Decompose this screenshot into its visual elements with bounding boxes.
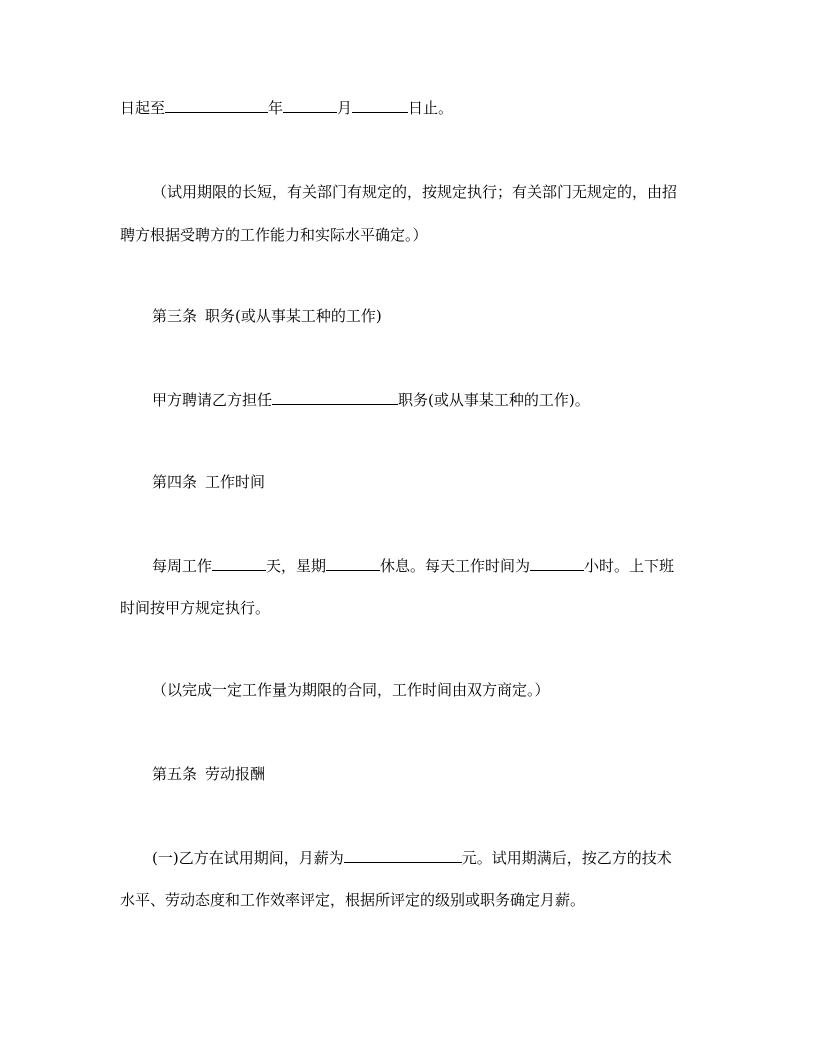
text-segment: 甲方聘请乙方担任: [152, 391, 273, 409]
contract-term-end-line: [120, 98, 453, 118]
article-number: 第三条: [152, 307, 198, 325]
article-title: 劳动报酬: [205, 765, 266, 783]
salary-line-2: 水平、劳动态度和工作效率评定，根据所评定的级别或职务确定月薪。: [120, 891, 586, 909]
work-hours-note: （以完成一定工作量为期限的合同，工作时间由双方商定。）: [152, 681, 550, 699]
days-blank: [212, 556, 266, 571]
rest-day-blank: [326, 556, 380, 571]
text-segment: 天，星期: [266, 557, 327, 575]
text-segment: 职务(或从事某工种的工作)。: [398, 391, 590, 409]
article-4-heading: [152, 472, 265, 492]
text-segment: 休息。每天工作时间为: [380, 557, 531, 575]
position-line: [152, 390, 590, 410]
text-segment: 小时。上下班: [584, 557, 675, 575]
text-segment: 元。试用期满后，按乙方的技术: [461, 849, 672, 867]
probation-note-line-2: 聘方根据受聘方的工作能力和实际水平确定。）: [120, 226, 428, 244]
article-title: 职务(或从事某工种的工作): [205, 307, 382, 325]
article-title: 工作时间: [205, 473, 266, 491]
position-blank: [272, 390, 398, 405]
article-5-heading: [152, 764, 265, 784]
article-number: 第四条: [152, 473, 198, 491]
work-hours-line-1: [152, 556, 674, 576]
month-blank: [283, 98, 337, 113]
text-segment: 每周工作: [152, 557, 213, 575]
text-segment: 日起至: [120, 99, 166, 117]
salary-blank: [344, 848, 462, 863]
text-segment: 年: [268, 99, 284, 117]
year-blank: [165, 98, 268, 113]
probation-note-line-1: （试用期限的长短，有关部门有规定的，按规定执行；有关部门无规定的，由招: [152, 183, 678, 201]
article-number: 第五条: [152, 765, 198, 783]
work-hours-line-2: 时间按甲方规定执行。: [120, 599, 271, 617]
text-segment: (一)乙方在试用期间，月薪为: [152, 849, 344, 867]
salary-line-1: [152, 848, 672, 868]
day-blank: [352, 98, 408, 113]
article-3-heading: [152, 306, 382, 326]
text-segment: 日止。: [408, 99, 454, 117]
hours-blank: [530, 556, 584, 571]
text-segment: 月: [337, 99, 353, 117]
